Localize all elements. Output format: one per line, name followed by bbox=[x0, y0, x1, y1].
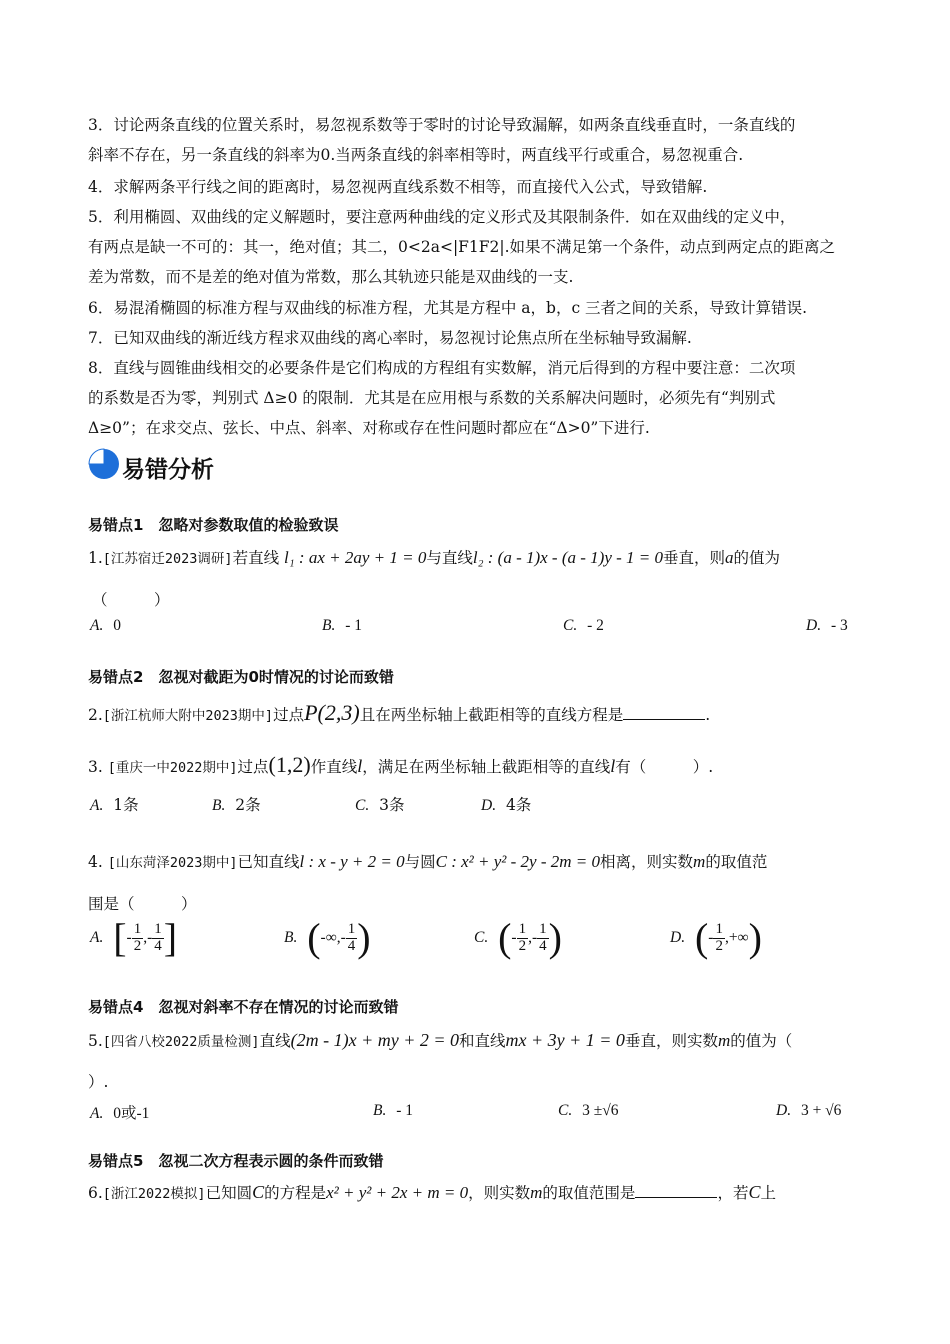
q1-equation-2: l₂ : (a - 1)x - (a - 1)y - 1 = 0 bbox=[472, 548, 664, 567]
q3-option-a bbox=[90, 793, 139, 815]
q5-option-d bbox=[776, 1101, 841, 1120]
q5-equation-1: (2m - 1)x + my + 2 = 0 bbox=[290, 1030, 459, 1050]
q3-option-d-value: 4条 bbox=[505, 796, 532, 814]
q4-equation-1: l : x - y + 2 = 0 bbox=[299, 852, 405, 871]
q5-number: 5. bbox=[88, 1032, 103, 1050]
q6-text-1: 已知圆 bbox=[205, 1184, 253, 1202]
q3-variable: l bbox=[357, 756, 363, 776]
q4-a-frac-2-num: 1 bbox=[154, 920, 162, 937]
q5-option-c-label: C. bbox=[558, 1102, 573, 1119]
q5-text-2: 和直线 bbox=[459, 1032, 506, 1050]
q4-d-minus: - bbox=[708, 929, 714, 946]
q5-text-3: 垂直，则实数 bbox=[624, 1032, 718, 1050]
q5-equation-2: mx + 3y + 1 = 0 bbox=[505, 1030, 625, 1050]
q6-text-2: 的方程是 bbox=[264, 1184, 327, 1202]
point-2-title: 易错点2 忽视对截距为0时情况的讨论而致错 bbox=[88, 668, 394, 686]
q3-option-b-label: B. bbox=[212, 797, 226, 814]
q5-option-c-value: 3 ±√6 bbox=[582, 1102, 619, 1119]
q4-c-sep: ,- bbox=[528, 929, 538, 946]
q4-a-minus: - bbox=[126, 929, 132, 946]
q1-option-c-value: - 2 bbox=[587, 617, 604, 634]
note-line-10: 的系数是否为零，判别式 Δ≥0 的限制．尤其是在应用根与系数的关系解决问题时，必须先有“判别式 bbox=[88, 389, 776, 407]
q6-text-3: ，则实数 bbox=[468, 1184, 531, 1202]
point-1-title: 易错点1 忽略对参数取值的检验致误 bbox=[88, 516, 339, 534]
q1-text-1: 若直线 bbox=[232, 549, 280, 567]
q3-option-d bbox=[481, 793, 531, 815]
q3-text-1: 过点 bbox=[237, 758, 269, 776]
q3-option-b bbox=[212, 793, 261, 815]
q4-c-frac-2 bbox=[537, 922, 549, 955]
q1-option-c bbox=[563, 616, 604, 635]
note-line-2: 斜率不存在，另一条直线的斜率为0.当两条直线的斜率相等时，两直线平行或重合，易忽视重合. bbox=[88, 146, 744, 164]
q1-option-a-value: 0 bbox=[113, 617, 121, 634]
q3-text-3: ，满足在两坐标轴上截距相等的直线 bbox=[362, 758, 611, 776]
note-line-6: 差为常数，而不是差的绝对值为常数，那么其轨迹只能是双曲线的一支. bbox=[88, 268, 574, 286]
q4-c-frac-2-den: 4 bbox=[539, 937, 547, 954]
q5-option-a-value: 0或-1 bbox=[113, 1105, 150, 1122]
q4-a-frac-1-num: 1 bbox=[133, 920, 142, 937]
q1-source: [江苏宿迁2023调研] bbox=[102, 551, 233, 567]
q4-option-c-label: C. bbox=[474, 929, 489, 946]
q4-b-frac bbox=[346, 922, 358, 955]
q3-option-c-value: 3条 bbox=[379, 796, 405, 814]
point-4-title: 易错点4 忽视对斜率不存在情况的讨论而致错 bbox=[88, 998, 399, 1016]
point-5-title: 易错点5 忽视二次方程表示圆的条件而致错 bbox=[88, 1152, 384, 1170]
q6-variable-2: m bbox=[530, 1183, 543, 1202]
q6-text-6: 上 bbox=[760, 1184, 776, 1202]
q4-text-4: 的取值范 bbox=[705, 853, 768, 871]
q3-option-c bbox=[355, 793, 404, 815]
q4-b-frac-den: 4 bbox=[347, 937, 356, 954]
q5-variable: m bbox=[717, 1031, 731, 1050]
q4-option-d-label: D. bbox=[670, 929, 686, 946]
q6-equation: x² + y² + 2x + m = 0 bbox=[326, 1183, 469, 1202]
q3-number: 3. bbox=[88, 758, 103, 776]
note-line-4: 5．利用椭圆、双曲线的定义解题时，要注意两种曲线的定义形式及其限制条件．如在双曲线的定义中， bbox=[88, 208, 796, 226]
q2-number: 2. bbox=[88, 706, 103, 724]
q3-option-c-label: C. bbox=[355, 797, 370, 814]
q6-text-5: ，若 bbox=[717, 1184, 749, 1202]
q5-option-a-label: A. bbox=[90, 1105, 104, 1122]
q4-b-frac-num: 1 bbox=[347, 920, 356, 937]
q1-option-b-label: B. bbox=[322, 617, 336, 634]
q4-option-a: A. [- $\frac{1}{2}$ ,- $\frac{1}{4}$ ] bbox=[90, 915, 178, 960]
q4-a-frac-2 bbox=[152, 922, 164, 955]
question-3 bbox=[88, 752, 713, 778]
q4-d-frac-den: 2 bbox=[715, 937, 723, 954]
q3-option-b-value: 2条 bbox=[235, 796, 261, 814]
q1-text-3: 垂直，则 bbox=[663, 549, 726, 567]
q5-source: [四省八校2022质量检测] bbox=[102, 1034, 260, 1050]
q4-c-frac-1 bbox=[517, 922, 529, 955]
q4-b-lower: -∞,- bbox=[320, 929, 346, 946]
q4-a-sep: ,- bbox=[143, 929, 153, 946]
q4-text-5: 围是（ ） bbox=[88, 895, 197, 913]
q4-c-frac-1-den: 2 bbox=[518, 937, 527, 954]
note-line-1: 3．讨论两条直线的位置关系时，易忽视系数等于零时的讨论导致漏解，如两条直线垂直时，一条直线的 bbox=[88, 116, 796, 134]
q6-variable: C bbox=[252, 1182, 265, 1202]
q4-option-b-label: B. bbox=[284, 929, 298, 946]
q6-source: [浙江2022模拟] bbox=[102, 1186, 206, 1202]
q5-text-4: 的值为（ bbox=[730, 1032, 793, 1050]
q4-source: [山东菏泽2023期中] bbox=[107, 855, 238, 871]
q1-option-d bbox=[806, 616, 848, 635]
note-line-7: 6．易混淆椭圆的标准方程与双曲线的标准方程，尤其是方程中 a，b，c 三者之间的关系，导致计算错误. bbox=[88, 299, 807, 317]
q6-number: 6. bbox=[88, 1184, 103, 1202]
section-title: 易错分析 bbox=[122, 457, 214, 483]
question-1 bbox=[88, 548, 780, 568]
note-line-8: 7．已知双曲线的渐近线方程求双曲线的离心率时，易忽视讨论焦点所在坐标轴导致漏解. bbox=[88, 329, 692, 347]
q2-source: [浙江杭师大附中2023期中] bbox=[102, 708, 274, 724]
q3-option-a-value: 1条 bbox=[113, 796, 139, 814]
q4-number: 4. bbox=[88, 853, 103, 871]
note-line-3: 4．求解两条平行线之间的距离时，易忽视两直线系数不相等，而直接代入公式，导致错解. bbox=[88, 178, 708, 196]
q1-option-d-value: - 3 bbox=[830, 617, 848, 634]
q4-a-frac-2-den: 4 bbox=[154, 937, 162, 954]
q1-option-c-label: C. bbox=[563, 617, 578, 634]
q6-variable-3: C bbox=[748, 1182, 761, 1202]
q6-answer-blank[interactable] bbox=[635, 1183, 717, 1198]
q2-text-2: 且在两坐标轴上截距相等的直线方程是 bbox=[359, 706, 624, 724]
q4-option-b: B. (-∞,- $\frac{1}{4}$ ) bbox=[284, 915, 371, 960]
q1-text-2: 与直线 bbox=[426, 549, 473, 567]
q1-text-4: 的值为 bbox=[733, 549, 781, 567]
q1-answer-paren: （ ） bbox=[92, 591, 170, 609]
q1-option-a bbox=[90, 616, 121, 635]
q5-option-b bbox=[373, 1101, 413, 1120]
note-line-5: 有两点是缺一不可的：其一，绝对值；其二，0<2a<|F1F2|.如果不满足第一个条件，动点到两定点的距离之 bbox=[88, 238, 836, 256]
q1-equation-1: l₁ : ax + 2ay + 1 = 0 bbox=[284, 548, 427, 567]
section-heading bbox=[88, 448, 214, 484]
q1-variable: a bbox=[725, 548, 734, 567]
q2-answer-blank[interactable] bbox=[623, 705, 705, 720]
q3-source: [重庆一中2022期中] bbox=[107, 760, 238, 776]
q2-point: P(2,3) bbox=[304, 700, 360, 725]
q3-text-4: 有（ ）. bbox=[615, 758, 714, 776]
q5-option-d-label: D. bbox=[776, 1102, 792, 1119]
q4-text-2: 与圆 bbox=[404, 853, 436, 871]
q2-text-1: 过点 bbox=[273, 706, 305, 724]
q4-text-3: 相离，则实数 bbox=[600, 853, 694, 871]
pie-section-icon bbox=[88, 448, 120, 480]
q4-option-a-label: A. bbox=[90, 929, 104, 946]
note-line-11: Δ≥0”；在求交点、弦长、中点、斜率、对称或存在性问题时都应在“Δ>0”下进行. bbox=[88, 419, 650, 437]
q5-text-1: 直线 bbox=[259, 1032, 291, 1050]
question-6 bbox=[88, 1182, 776, 1204]
q5-option-b-label: B. bbox=[373, 1102, 387, 1119]
q4-text-1: 已知直线 bbox=[237, 853, 300, 871]
q3-variable-2: l bbox=[610, 756, 616, 776]
question-2 bbox=[88, 700, 710, 726]
q5-option-c bbox=[558, 1101, 618, 1120]
q4-a-frac-1-den: 2 bbox=[133, 937, 142, 954]
q4-option-d: D. (- $\frac{1}{2}$ ,+∞) bbox=[670, 915, 762, 960]
q6-text-4: 的取值范围是 bbox=[542, 1184, 636, 1202]
q4-c-frac-1-num: 1 bbox=[518, 920, 527, 937]
q4-equation-2: C : x² + y² - 2y - 2m = 0 bbox=[435, 852, 601, 871]
q4-variable: m bbox=[693, 852, 706, 871]
q5-option-b-value: - 1 bbox=[396, 1102, 413, 1119]
q4-a-frac-1 bbox=[132, 922, 144, 955]
q3-option-a-label: A. bbox=[90, 797, 104, 814]
q2-end: . bbox=[705, 706, 711, 724]
q1-number: 1. bbox=[88, 549, 103, 567]
question-5 bbox=[88, 1030, 792, 1052]
q5-text-5: ）. bbox=[88, 1073, 109, 1091]
q1-option-d-label: D. bbox=[806, 617, 822, 634]
q3-option-d-label: D. bbox=[481, 797, 497, 814]
q5-option-d-value: 3 + √6 bbox=[800, 1102, 842, 1119]
note-line-9: 8．直线与圆锥曲线相交的必要条件是它们构成的方程组有实数解，消元后得到的方程中要注意：二次项 bbox=[88, 359, 796, 377]
q4-c-minus: - bbox=[511, 929, 517, 946]
q1-option-b bbox=[322, 616, 362, 635]
q3-point: (1,2) bbox=[268, 752, 311, 777]
q4-c-frac-2-num: 1 bbox=[539, 920, 547, 937]
q1-option-a-label: A. bbox=[90, 617, 104, 634]
q4-option-c: C. (- $\frac{1}{2}$ ,- $\frac{1}{4}$ ) bbox=[474, 915, 562, 960]
q4-d-frac bbox=[713, 922, 725, 955]
question-4 bbox=[88, 852, 767, 872]
q4-d-upper: ,+∞ bbox=[724, 929, 749, 946]
q3-text-2: 作直线 bbox=[310, 758, 358, 776]
q1-option-b-value: - 1 bbox=[345, 617, 362, 634]
q5-option-a bbox=[90, 1101, 149, 1123]
q4-d-frac-num: 1 bbox=[715, 920, 723, 937]
